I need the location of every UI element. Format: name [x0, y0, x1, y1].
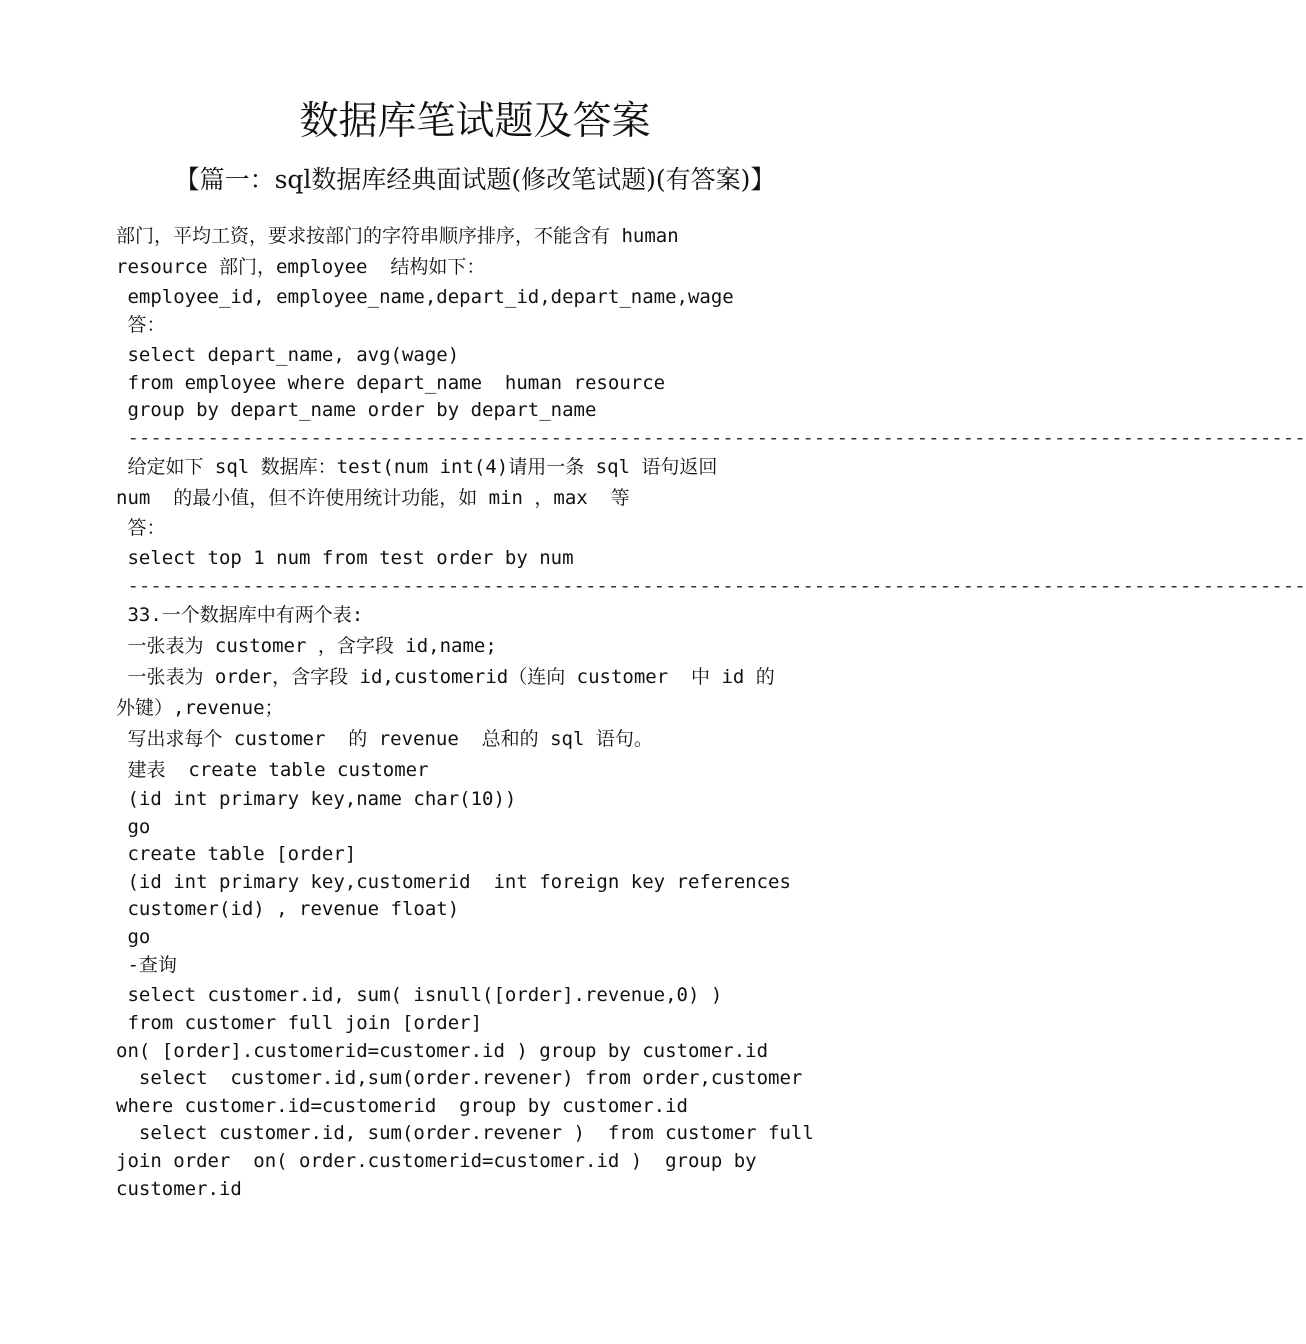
code-line: create table [order]	[116, 843, 357, 865]
code-line: (id int primary key,customerid int foreign key references	[116, 871, 791, 893]
code-line: select customer.id,sum(order.revener) from order,customer	[116, 1067, 803, 1089]
code-line: from employee where depart_name human resource	[116, 372, 666, 394]
answer-label: 答：	[116, 314, 166, 336]
code-line: select customer.id, sum( isnull([order].revenue,0) )	[116, 984, 723, 1006]
text-line: 一张表为 order，含字段 id,customerid（连向 customer 中 id 的	[116, 666, 775, 688]
text-line: resource 部门，employee 结构如下：	[116, 256, 486, 278]
code-line: from customer full join [order]	[116, 1012, 483, 1034]
code-line: select top 1 num from test order by num	[116, 547, 574, 569]
code-line: employee_id, employee_name,depart_id,depart_name,wage	[116, 286, 734, 308]
text-line: 一张表为 customer ，含字段 id,name;	[116, 635, 497, 657]
code-line: select customer.id, sum(order.revener ) from customer full	[116, 1122, 814, 1144]
code-line: go	[116, 926, 151, 948]
code-line: 建表 create table customer	[116, 759, 429, 781]
text-line: 33.一个数据库中有两个表:	[116, 604, 364, 626]
dashed-separator: -------------------------------------------------------------------------------------------------------	[116, 427, 1306, 449]
code-line: select depart_name, avg(wage)	[116, 344, 460, 366]
code-line: customer.id	[116, 1178, 242, 1200]
code-line: group by depart_name order by depart_name	[116, 399, 597, 421]
answer-label: 答：	[116, 517, 166, 539]
code-line: go	[116, 816, 151, 838]
code-line: on( [order].customerid=customer.id ) group by customer.id	[116, 1040, 769, 1062]
comment-line: -查询	[116, 954, 177, 976]
text-line: 写出求每个 customer 的 revenue 总和的 sql 语句。	[116, 728, 653, 750]
document-title: 数据库笔试题及答案	[299, 99, 651, 144]
text-line: num 的最小值，但不许使用统计功能，如 min ，max 等	[116, 487, 630, 509]
code-line: customer(id) , revenue float)	[116, 898, 460, 920]
text-line: 给定如下 sql 数据库：test(num int(4)请用一条 sql 语句返回	[116, 456, 718, 478]
code-line: where customer.id=customerid group by customer.id	[116, 1095, 688, 1117]
code-line: join order on( order.customerid=customer.id ) group by	[116, 1150, 757, 1172]
text-line: 外键）,revenue；	[116, 697, 284, 719]
document-subtitle: 【篇一：sql数据库经典面试题(修改笔试题)(有答案)】	[174, 165, 776, 194]
code-line: (id int primary key,name char(10))	[116, 788, 517, 810]
text-line: 部门，平均工资，要求按部门的字符串顺序排序，不能含有 human	[116, 225, 679, 247]
dashed-separator: -------------------------------------------------------------------------------------------------------	[116, 575, 1306, 597]
